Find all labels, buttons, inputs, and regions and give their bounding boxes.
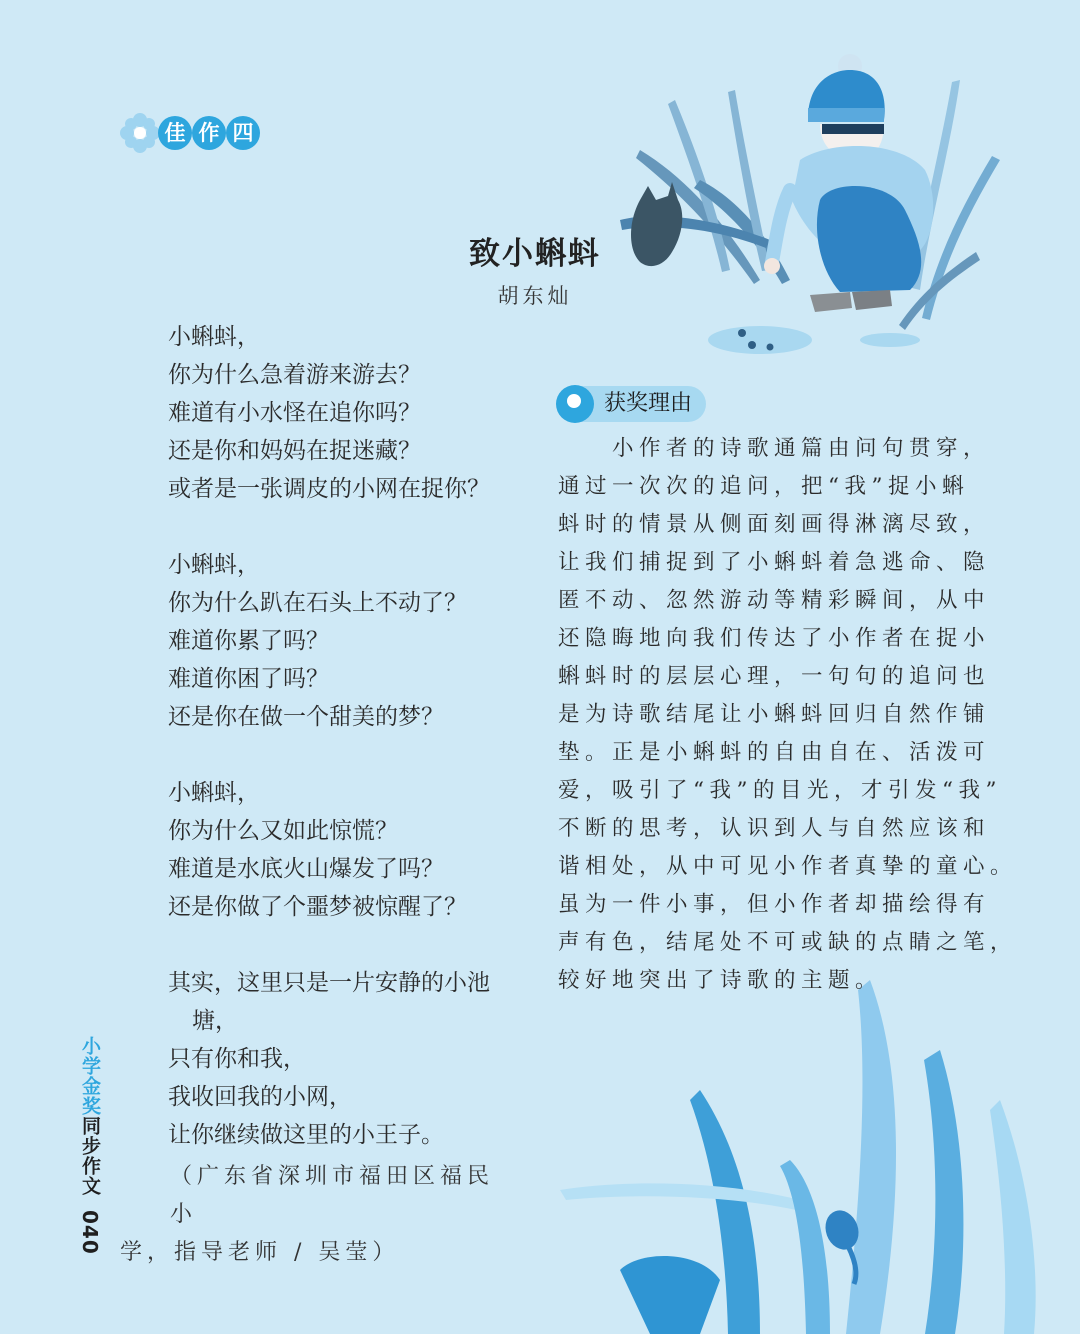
poem-line: 小蝌蚪， [168,324,260,350]
commentary-line: 小作者的诗歌通篇由问句贯穿， [558,436,991,461]
poem-stanza [168,318,518,508]
side-footer [76,1036,104,1255]
badge-char: 四 [226,116,260,150]
commentary-line: 让我们捕捉到了小蝌蚪着急逃命、隐 [558,550,991,575]
commentary-line: 较好地突出了诗歌的主题。 [558,968,883,993]
badge-char: 佳 [158,116,192,150]
page-number: 040 [78,1210,102,1255]
reeds-bottom-illustration [560,980,1036,1334]
poem-stanza [168,546,518,736]
commentary-line: 蚪时的情景从侧面刻画得淋漓尽致， [558,512,991,537]
search-magnifier-icon [556,385,594,423]
commentary-line: 通过一次次的追问，把“我”捉小蝌 [558,474,969,499]
article-author: 胡东灿 [497,284,573,308]
commentary-line: 爱，吸引了“我”的目光，才引发“我” [558,778,1002,803]
poem-stanza [168,964,518,1154]
commentary-line: 虽为一件小事，但小作者却描绘得有 [558,892,991,917]
poem-line: 难道有小水怪在追你吗？ [168,400,421,426]
commentary-line: 谐相处，从中可见小作者真挚的童心。 [558,854,1018,879]
award-reason-label: 获奖理由 [576,386,706,422]
footer-series: 同步作文 [79,1116,101,1196]
poem-line: 你为什么急着游来游去？ [168,362,421,388]
commentary-line: 不断的思考，认识到人与自然应该和 [558,816,991,841]
award-commentary [558,430,1018,1000]
poem-line: 小蝌蚪， [168,780,260,806]
poem-line: 还是你在做一个甜美的梦？ [168,704,444,730]
puddle-illustration [708,326,920,354]
poem-body [168,318,518,1192]
poem-line: 小蝌蚪， [168,552,260,578]
poem-line: 只有你和我， [168,1046,306,1072]
poem-stanza [168,774,518,926]
footer-brand: 小学金奖 [79,1036,101,1116]
child-illustration [764,54,933,312]
poem-line: 你为什么又如此惊慌？ [168,818,398,844]
poem-line: 塘， [192,1008,238,1034]
poem-line: 其实，这里只是一片安静的小池 [168,970,490,996]
poem-line: 还是你和妈妈在捉迷藏？ [168,438,421,464]
author-school-note [120,1158,520,1272]
note-line: 学，指导老师 / 吴莹） [120,1240,400,1265]
award-reason-heading [556,384,706,424]
poem-line: 难道是水底火山爆发了吗？ [168,856,444,882]
poem-line: 难道你累了吗？ [168,628,329,654]
poem-line: 让你继续做这里的小王子。 [168,1122,444,1148]
poem-line: 难道你困了吗？ [168,666,329,692]
poem-line: 我收回我的小网， [168,1084,352,1110]
commentary-line: 还隐晦地向我们传达了小作者在捉小 [558,626,991,651]
commentary-line: 声有色，结尾处不可或缺的点睛之笔， [558,930,1018,955]
poem-line: 还是你做了个噩梦被惊醒了？ [168,894,467,920]
poem-line: 或者是一张调皮的小网在捉你？ [168,476,490,502]
poem-line: 你为什么趴在石头上不动了？ [168,590,467,616]
cat-illustration [631,182,682,266]
commentary-line: 蝌蚪时的层层心理，一句句的追问也 [558,664,991,689]
section-badge [118,110,260,156]
commentary-line: 匿不动、忽然游动等精彩瞬间，从中 [558,588,991,613]
note-line: （广东省深圳市福田区福民小 [170,1164,495,1227]
commentary-line: 是为诗歌结尾让小蝌蚪回归自然作铺 [558,702,991,727]
flower-icon [118,111,162,155]
commentary-line: 垫。正是小蝌蚪的自由自在、活泼可 [558,740,991,765]
article-title: 致小蝌蚪 [469,236,601,272]
badge-char: 作 [192,116,226,150]
badge-label [158,116,260,150]
